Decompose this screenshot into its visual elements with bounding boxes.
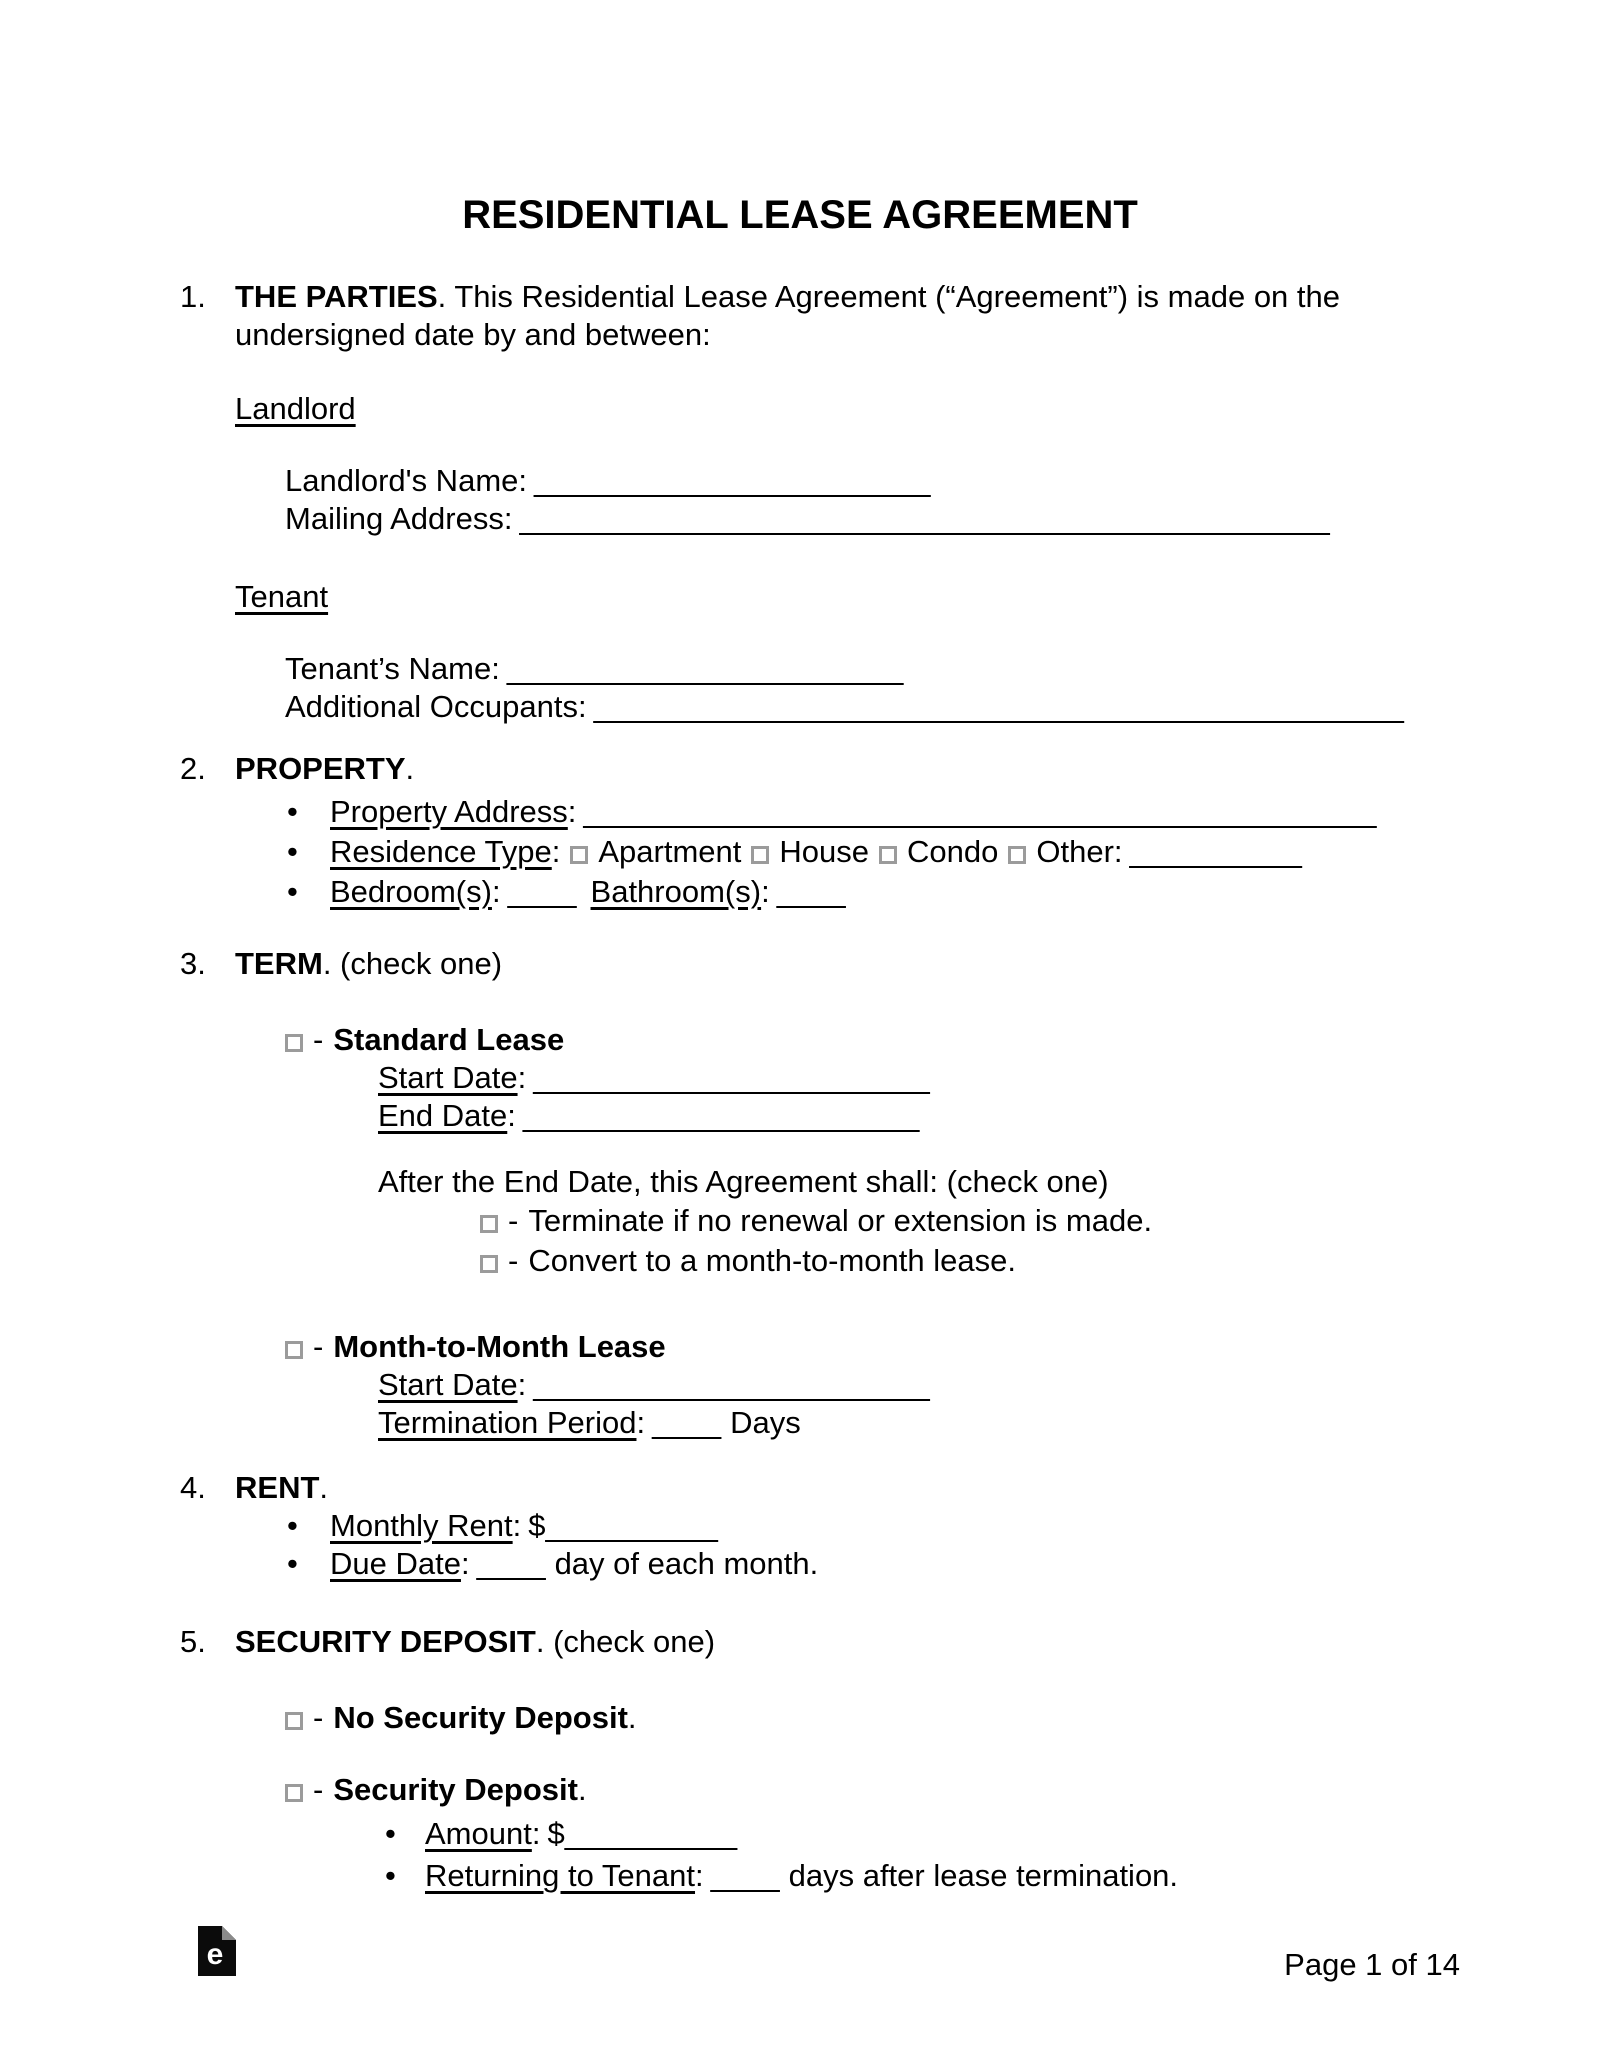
- colon: :: [567, 794, 577, 829]
- additional-occupants-blank: _______________________________________________: [593, 689, 1404, 724]
- standard-start-date-blank: _______________________: [533, 1060, 930, 1095]
- security-deposit-heading-line: [235, 1623, 1420, 1661]
- standard-start-date-label: Start Date: [378, 1060, 518, 1095]
- section-security-deposit-number: 5.: [180, 1624, 206, 1659]
- tenant-heading: Tenant: [235, 579, 329, 614]
- colon: :: [1113, 834, 1123, 869]
- dash: -: [508, 1243, 519, 1278]
- colon: :: [517, 1367, 527, 1402]
- dash: -: [313, 1772, 324, 1807]
- residence-condo-label: Condo: [907, 834, 999, 869]
- standard-lease-checkbox[interactable]: [285, 1034, 303, 1052]
- m2m-start-date-line: [378, 1366, 1420, 1404]
- security-deposit-heading-suffix: . (check one): [535, 1624, 716, 1659]
- property-heading: PROPERTY: [235, 751, 406, 786]
- parties-text: . This Residential Lease Agreement (“Agreement”) is made on the undersigned date by and between:: [235, 279, 1341, 352]
- landlord-name-blank: _______________________: [534, 463, 931, 498]
- colon: :: [491, 874, 501, 909]
- standard-lease-label: Standard Lease: [333, 1022, 565, 1057]
- standard-end-date-blank: _______________________: [522, 1098, 920, 1133]
- tenant-name-blank: _______________________: [506, 651, 904, 686]
- property-heading-line: [235, 750, 1420, 788]
- convert-option-checkbox[interactable]: [480, 1255, 498, 1273]
- page-number: Page 1 of 14: [1284, 1947, 1460, 1982]
- section-property-number: 2.: [180, 751, 206, 786]
- dollar-sign: $: [547, 1816, 565, 1851]
- convert-option-label: Convert to a month-to-month lease.: [528, 1243, 1016, 1278]
- section-rent-number: 4.: [180, 1470, 206, 1505]
- parties-paragraph: [235, 278, 1420, 354]
- landlord-heading-line: [235, 390, 1420, 428]
- section-rent: [180, 1469, 1420, 1583]
- residence-other-label: Other: [1036, 834, 1114, 869]
- bathrooms-blank: ____: [776, 874, 846, 909]
- month-to-month-label: Month-to-Month Lease: [333, 1329, 666, 1364]
- security-deposit-checkbox[interactable]: [285, 1784, 303, 1802]
- security-deposit-option: [285, 1771, 1420, 1809]
- section-term-number: 3.: [180, 946, 206, 981]
- colon: :: [636, 1405, 646, 1440]
- landlord-name-label: Landlord's Name:: [285, 463, 527, 498]
- dash: -: [313, 1329, 324, 1364]
- bullet-icon: •: [287, 1546, 298, 1581]
- colon: :: [551, 834, 561, 869]
- m2m-start-date-blank: _______________________: [533, 1367, 930, 1402]
- colon: :: [460, 1546, 470, 1581]
- bedrooms-label: Bedroom(s): [330, 874, 492, 909]
- property-address-label: Property Address: [330, 794, 568, 829]
- mailing-address-line: [285, 500, 1420, 538]
- security-deposit-period: .: [577, 1772, 587, 1807]
- residence-house-label: House: [779, 834, 869, 869]
- terminate-option-label: Terminate if no renewal or extension is made.: [528, 1203, 1153, 1238]
- colon: :: [531, 1816, 541, 1851]
- standard-start-date-line: [378, 1059, 1420, 1097]
- rent-heading: RENT: [235, 1470, 320, 1505]
- deposit-amount-blank: __________: [564, 1816, 738, 1851]
- tenant-name-line: [285, 650, 1420, 688]
- eforms-logo-letter: e: [206, 1938, 224, 1971]
- terminate-option-checkbox[interactable]: [480, 1215, 498, 1233]
- residence-apartment-label: Apartment: [598, 834, 742, 869]
- section-term: [180, 945, 1420, 1442]
- due-date-label: Due Date: [330, 1546, 461, 1581]
- rent-heading-line: [235, 1469, 1420, 1507]
- bullet-icon: •: [287, 794, 298, 829]
- terminate-option-line: [480, 1201, 1420, 1241]
- after-end-date-line: [378, 1163, 1420, 1201]
- dollar-sign: $: [528, 1508, 546, 1543]
- property-heading-period: .: [405, 751, 415, 786]
- no-security-deposit-option: [285, 1699, 1420, 1737]
- colon: :: [512, 1508, 522, 1543]
- due-date-item: [287, 1545, 1420, 1583]
- bathrooms-label: Bathroom(s): [590, 874, 762, 909]
- residence-condo-checkbox[interactable]: [879, 846, 897, 864]
- residence-apartment-checkbox[interactable]: [570, 846, 588, 864]
- standard-lease-option: [285, 1021, 1420, 1059]
- security-deposit-label: Security Deposit: [333, 1772, 578, 1807]
- residence-type-item: [287, 832, 1420, 872]
- additional-occupants-label: Additional Occupants:: [285, 689, 587, 724]
- landlord-name-line: [285, 462, 1420, 500]
- rent-heading-period: .: [319, 1470, 329, 1505]
- bullet-icon: •: [385, 1816, 396, 1851]
- mailing-address-blank: _______________________________________________: [519, 501, 1330, 536]
- document-icon: [198, 1926, 236, 1976]
- section-parties-number: 1.: [180, 279, 206, 314]
- due-date-suffix: day of each month.: [554, 1546, 819, 1581]
- no-security-deposit-checkbox[interactable]: [285, 1712, 303, 1730]
- termination-period-line: [378, 1404, 1420, 1442]
- bullet-icon: •: [287, 1508, 298, 1543]
- colon: :: [761, 874, 770, 909]
- term-heading-suffix: . (check one): [322, 946, 503, 981]
- bullet-icon: •: [287, 874, 298, 909]
- month-to-month-option: [285, 1328, 1420, 1366]
- term-heading-line: [235, 945, 1420, 983]
- security-deposit-heading: SECURITY DEPOSIT: [235, 1624, 536, 1659]
- monthly-rent-blank: __________: [545, 1508, 718, 1543]
- document-title: RESIDENTIAL LEASE AGREEMENT: [462, 193, 1138, 237]
- no-security-deposit-label: No Security Deposit: [333, 1700, 628, 1735]
- section-parties: [180, 278, 1420, 726]
- property-address-blank: ______________________________________________: [583, 794, 1377, 829]
- eforms-logo: [198, 1926, 236, 1976]
- residence-other-blank: __________: [1129, 834, 1302, 869]
- dash: -: [313, 1022, 324, 1057]
- due-date-blank: ____: [476, 1546, 546, 1581]
- colon: :: [517, 1060, 527, 1095]
- standard-end-date-line: [378, 1097, 1420, 1135]
- colon: :: [507, 1098, 516, 1133]
- section-property: [180, 750, 1420, 912]
- termination-period-blank: ____: [652, 1405, 722, 1440]
- dash: -: [313, 1700, 324, 1735]
- property-address-item: [287, 792, 1420, 832]
- bullet-icon: •: [287, 834, 298, 869]
- bedrooms-bathrooms-item: [287, 872, 1420, 912]
- month-to-month-checkbox[interactable]: [285, 1341, 303, 1359]
- landlord-heading: Landlord: [235, 391, 356, 426]
- parties-heading: THE PARTIES: [235, 279, 438, 314]
- deposit-amount-label: Amount: [425, 1816, 532, 1851]
- dash: -: [508, 1203, 519, 1238]
- residence-house-checkbox[interactable]: [751, 846, 769, 864]
- bedrooms-blank: ____: [507, 874, 577, 909]
- returning-to-tenant-item: [385, 1855, 1420, 1897]
- term-heading: TERM: [235, 946, 323, 981]
- standard-end-date-label: End Date: [378, 1098, 508, 1133]
- after-end-date-text: After the End Date, this Agreement shall: (check one): [378, 1164, 1109, 1199]
- residence-type-label: Residence Type: [330, 834, 552, 869]
- termination-period-label: Termination Period: [378, 1405, 637, 1440]
- tenant-heading-line: [235, 578, 1420, 616]
- monthly-rent-label: Monthly Rent: [330, 1508, 513, 1543]
- monthly-rent-item: [287, 1507, 1420, 1545]
- returning-to-tenant-suffix: days after lease termination.: [788, 1858, 1179, 1893]
- bullet-icon: •: [385, 1858, 396, 1893]
- termination-period-suffix: Days: [730, 1405, 801, 1440]
- mailing-address-label: Mailing Address:: [285, 501, 513, 536]
- residence-other-checkbox[interactable]: [1008, 846, 1026, 864]
- deposit-amount-item: [385, 1813, 1420, 1855]
- no-security-deposit-period: .: [627, 1700, 637, 1735]
- m2m-start-date-label: Start Date: [378, 1367, 518, 1402]
- returning-to-tenant-blank: ____: [710, 1858, 780, 1893]
- section-security-deposit: [180, 1623, 1420, 1897]
- colon: :: [695, 1858, 704, 1893]
- convert-option-line: [480, 1241, 1420, 1281]
- additional-occupants-line: [285, 688, 1420, 726]
- tenant-name-label: Tenant’s Name:: [285, 651, 500, 686]
- returning-to-tenant-label: Returning to Tenant: [425, 1858, 696, 1893]
